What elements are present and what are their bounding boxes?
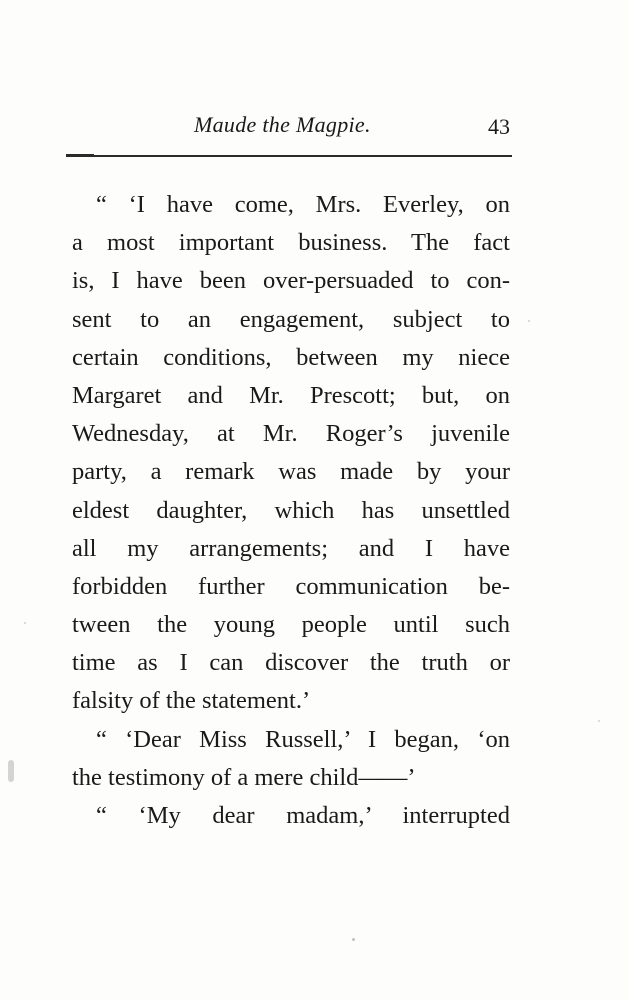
paper-speck <box>528 320 530 322</box>
text-line: “ ‘My dear madam,’ interrupted <box>96 802 510 829</box>
header-rule <box>66 155 512 157</box>
page-number: 43 <box>488 114 510 139</box>
text-line: the testimony of a mere child——’ <box>72 763 416 791</box>
text-line: “ ‘Dear Miss Russell,’ I began, ‘on <box>96 725 510 753</box>
text-line: a most important business. The fact <box>72 229 510 257</box>
body-text <box>72 186 510 835</box>
text-line: all my arrangements; and I have <box>72 534 510 562</box>
text-line: forbidden further communication be- <box>72 572 510 600</box>
paper-speck <box>598 720 600 722</box>
paper-speck <box>352 938 355 941</box>
text-line: time as I can discover the truth or <box>72 649 510 677</box>
text-line: party, a remark was made by your <box>72 458 510 486</box>
text-line: tween the young people until such <box>72 611 510 639</box>
paper-speck <box>8 760 14 782</box>
text-line: Margaret and Mr. Prescott; but, on <box>72 381 510 409</box>
text-line: is, I have been over-persuaded to con- <box>72 267 510 295</box>
paper-speck <box>24 622 26 624</box>
text-line: “ ‘I have come, Mrs. Everley, on <box>96 191 510 218</box>
text-line: Wednesday, at Mr. Roger’s juvenile <box>72 420 510 448</box>
text-line: certain conditions, between my niece <box>72 343 510 371</box>
text-line: sent to an engagement, subject to <box>72 305 510 333</box>
running-title: Maude the Magpie. <box>194 112 371 137</box>
page-header <box>66 112 512 146</box>
text-line: falsity of the statement.’ <box>72 687 311 715</box>
text-line: eldest daughter, which has unsettled <box>72 496 510 524</box>
